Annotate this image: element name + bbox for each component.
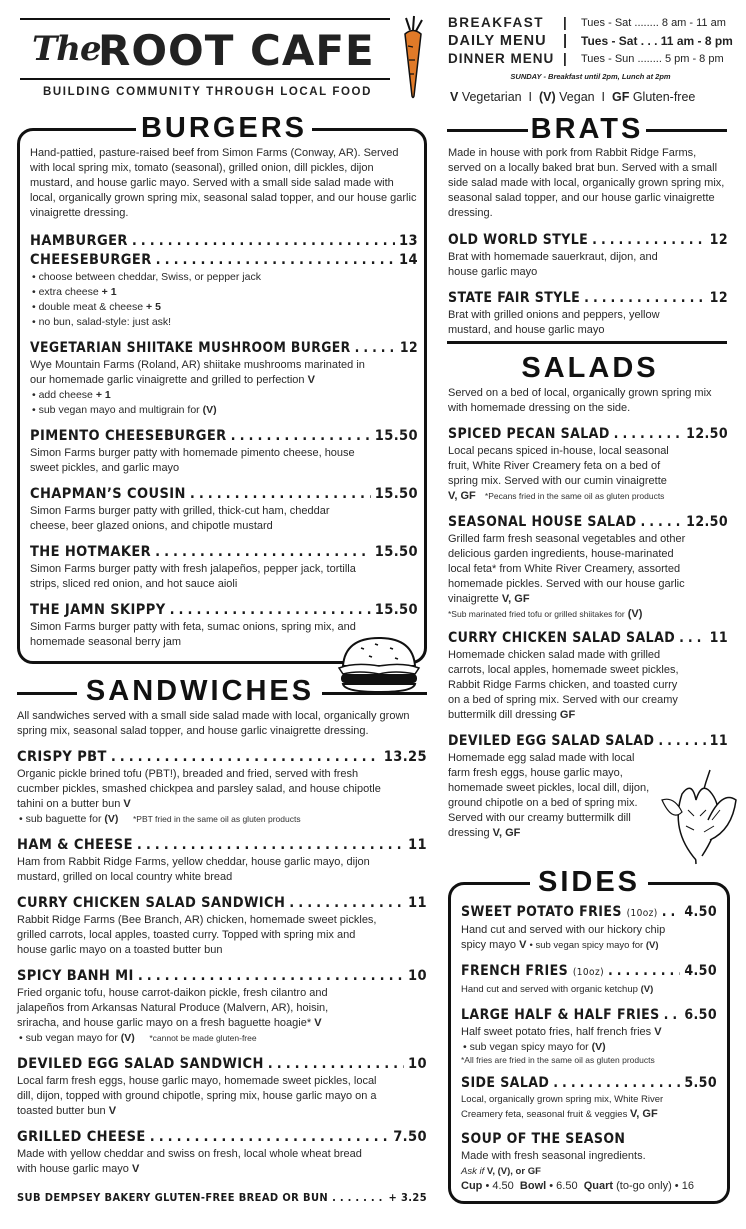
item-desc: Fried organic tofu, house carrot-daikon pickle, fresh cilantro and jalapeños from Arkansas Natural Produce (Malvern, AR), hoisin, sriracha, and house garlic mayo on a fresh baguette hoagie* V xyxy=(17,987,329,1029)
hours-label: DINNER MENU xyxy=(448,51,555,66)
item-price: 13.25 xyxy=(383,749,427,765)
item-name: STATE FAIR STYLE xyxy=(448,290,581,306)
item-desc: Brat with homemade sauerkraut, dijon, and house garlic mayo xyxy=(448,251,658,278)
sandwiches-title: SANDWICHES xyxy=(85,675,315,707)
item-price: 4.50 xyxy=(684,963,717,979)
logo xyxy=(20,18,390,80)
menu-item xyxy=(448,732,728,751)
item-name: THE HOTMAKER xyxy=(30,544,152,560)
item-price: 12 xyxy=(709,232,728,248)
hours-row: DINNER MENU | Tues - Sun ........ 5 pm - 8 pm xyxy=(448,51,724,66)
item-name: SOUP OF THE SEASON xyxy=(461,1131,626,1147)
brats-title: BRATS xyxy=(528,115,646,144)
menu-item xyxy=(17,1128,427,1147)
item-price: 11 xyxy=(408,895,427,911)
item-price: 14 xyxy=(399,252,418,268)
hours xyxy=(448,14,733,81)
item-note: V, GF *Pecans fried in the same oil as gluten products xyxy=(448,490,665,502)
item-desc: Simon Farms burger patty with fresh jalapeños, pepper jack, tortilla strips, sliced red onion, and hot sauce aioli xyxy=(30,563,356,590)
item-name: DEVILED EGG SALAD SANDWICH xyxy=(17,1056,264,1072)
burgers-intro: Hand-pattied, pasture-raised beef from Simon Farms (Conway, AR). Served with local spring mix, tomato (seasonal), grilled onion, dill pickles, dijon mustard, and house garlic mayo. Served with a small side salad made with local, organically grown spring mix, seasonal salad topper, and our house garlic vinaigrette dressing. xyxy=(30,147,417,219)
item-desc: Simon Farms burger patty with feta, sumac onions, spring mix, and homemade seasonal berry jam xyxy=(30,621,356,648)
divider xyxy=(17,692,77,695)
sides-content xyxy=(461,903,717,1194)
item-name: SPICED PECAN SALAD xyxy=(448,426,610,442)
menu-item xyxy=(461,1006,717,1025)
menu-item xyxy=(17,836,427,855)
brats-content xyxy=(448,146,728,338)
hours-label: BREAKFAST xyxy=(448,15,545,30)
item-name: SEASONAL HOUSE SALAD xyxy=(448,514,637,530)
item-desc: Made with fresh seasonal ingredients. xyxy=(461,1150,646,1162)
tagline: BUILDING COMMUNITY THROUGH LOCAL FOOD xyxy=(43,86,373,98)
item-note: *Sub marinated fried tofu or grilled shiitakes for (V) xyxy=(448,608,643,620)
item-desc: Local, organically grown spring mix, White River Creamery feta, seasonal fruit & veggies V, GF xyxy=(461,1094,664,1120)
burgers-title: BURGERS xyxy=(136,114,312,143)
menu-item xyxy=(448,425,728,444)
item-price: 15.50 xyxy=(374,428,418,444)
menu-item xyxy=(30,251,418,270)
salads-intro: Served on a bed of local, organically grown spring mix with homemade dressing on the side. xyxy=(448,387,712,414)
menu-item xyxy=(461,1074,717,1093)
item-name: CRISPY PBT xyxy=(17,749,107,765)
hours-days: Tues - Sat ........ 8 am - 11 am xyxy=(581,17,726,29)
menu-item xyxy=(461,962,717,982)
sides-title: SIDES xyxy=(530,868,648,897)
menu-item xyxy=(30,232,418,251)
item-desc: Grilled farm fresh seasonal vegetables and other delicious garden ingredients, house-marinated local feta* from White River Creamery, assorted homemade pickles. Served with our house garlic vinaigrette V, GF xyxy=(448,533,686,605)
item-price: + 3.25 xyxy=(388,1191,427,1204)
item-name: VEGETARIAN SHIITAKE MUSHROOM BURGER xyxy=(30,340,351,356)
item-name: HAM & CHEESE xyxy=(17,837,133,853)
item-desc: Homemade egg salad made with local farm fresh eggs, house garlic mayo, homemade sweet pickles, local dill, dijon, ground chipotle on a bed of spring mix. Served with our creamy buttermilk dill dressing V, GF xyxy=(448,752,650,839)
item-name: DEVILED EGG SALAD SALAD xyxy=(448,733,655,749)
item-desc: Rabbit Ridge Farms (Bee Branch, AR) chicken, homemade sweet pickles, grilled carrots, local apples, toasted curry. Topped with spring mix and house garlic mayo on a toasted butter bun xyxy=(17,914,377,956)
item-name: CURRY CHICKEN SALAD SALAD xyxy=(448,630,676,646)
hours-days: Tues - Sat . . . 11 am - 8 pm xyxy=(581,34,733,48)
item-size: (10oz) xyxy=(626,908,658,919)
menu-item xyxy=(30,485,418,504)
item-name: HAMBURGER xyxy=(30,233,128,249)
item-desc: Ham from Rabbit Ridge Farms, yellow cheddar, house garlic mayo, dijon mustard, grilled on local country white bread xyxy=(17,856,370,883)
menu-item xyxy=(30,601,418,620)
item-price: 15.50 xyxy=(374,544,418,560)
item-price: 7.50 xyxy=(393,1129,427,1145)
option: • sub vegan spicy mayo for (V) xyxy=(461,1040,717,1055)
item-name: SWEET POTATO FRIES xyxy=(461,904,622,920)
burgers-content xyxy=(30,146,418,650)
item-price: 11 xyxy=(709,630,728,646)
option: • choose between cheddar, Swiss, or pepper jack xyxy=(30,270,418,285)
item-price: 5.50 xyxy=(684,1075,717,1091)
item-price: 11 xyxy=(709,733,728,749)
menu-item xyxy=(17,1055,427,1074)
item-price: 11 xyxy=(408,837,427,853)
sandwiches-intro: All sandwiches served with a small side salad made with local, organically grown spring mix, seasonal salad topper, and house garlic vinaigrette dressing. xyxy=(17,710,410,737)
logo-title: ROOT CAFE xyxy=(98,26,375,75)
item-price: 10 xyxy=(408,968,427,984)
item-desc: Hand cut and served with our hickory chip spicy mayo V • sub vegan spicy mayo for (V) xyxy=(461,924,666,951)
item-price: 6.50 xyxy=(684,1007,717,1023)
hours-label: DAILY MENU xyxy=(448,33,547,49)
menu-item xyxy=(30,427,418,446)
item-price: 15.50 xyxy=(374,486,418,502)
item-size: (10oz) xyxy=(572,967,604,978)
item-desc: Simon Farms burger patty with grilled, thick-cut ham, cheddar cheese, beer glazed onions, and chipotle mustard xyxy=(30,505,330,532)
option: • double meat & cheese + 5 xyxy=(30,300,418,315)
option: • sub vegan mayo for (V) *cannot be made gluten-free xyxy=(17,1031,427,1046)
item-note: Ask if V, (V), or GF xyxy=(461,1166,541,1177)
item-name: SPICY BANH MI xyxy=(17,968,134,984)
brats-intro: Made in house with pork from Rabbit Ridge Farms, served on a locally baked brat bun. Served with a small side salad made with local, organically grown spring mix, seasonal salad topper, and our house garlic vinaigrette dressing. xyxy=(448,147,725,219)
item-desc: Hand cut and served with organic ketchup (V) xyxy=(461,984,654,995)
item-price: 12 xyxy=(709,290,728,306)
legend-text: Gluten-free xyxy=(632,90,696,104)
option: • extra cheese + 1 xyxy=(30,285,418,300)
item-price: 12.50 xyxy=(686,514,728,530)
item-price: 15.50 xyxy=(374,602,418,618)
hours-note: SUNDAY - Breakfast until 2pm, Lunch at 2pm xyxy=(510,72,671,81)
item-name: PIMENTO CHEESEBURGER xyxy=(30,428,227,444)
carrot-icon xyxy=(396,14,430,100)
item-price: 4.50 xyxy=(684,904,717,920)
legend-key: V xyxy=(450,90,459,104)
item-note: *All fries are fried in the same oil as gluten products xyxy=(461,1055,655,1065)
item-name: CHEESEBURGER xyxy=(30,252,152,268)
item-desc: Organic pickle brined tofu (PBT!), breaded and fried, served with fresh cucmber pickles, smashed chickpea and parsley salad, and house chipotle tahini on a butter bun V xyxy=(17,768,381,810)
menu-item xyxy=(30,543,418,562)
item-name: GRILLED CHEESE xyxy=(17,1129,146,1145)
menu-item xyxy=(17,967,427,986)
hours-days: Tues - Sun ........ 5 pm - 8 pm xyxy=(581,53,724,65)
item-name: FRENCH FRIES xyxy=(461,963,569,979)
burger-icon xyxy=(335,632,423,696)
item-name: SUB DEMPSEY BAKERY GLUTEN-FREE BREAD OR BUN xyxy=(17,1191,329,1204)
divider xyxy=(447,341,727,344)
item-name: THE JAMN SKIPPY xyxy=(30,602,166,618)
menu-item xyxy=(461,1130,717,1149)
divider xyxy=(322,692,427,695)
item-name: CURRY CHICKEN SALAD SANDWICH xyxy=(17,895,286,911)
greens-icon xyxy=(652,760,740,868)
menu-item xyxy=(17,748,427,767)
sandwiches-content xyxy=(17,709,427,1207)
item-price: 12.50 xyxy=(686,426,728,442)
legend-text: Vegetarian xyxy=(461,90,522,104)
menu-item xyxy=(30,339,418,358)
item-name: OLD WORLD STYLE xyxy=(448,232,589,248)
logo-the: The xyxy=(32,29,101,69)
item-desc: Half sweet potato fries, half french fries V xyxy=(461,1026,662,1038)
item-name: CHAPMAN’S COUSIN xyxy=(30,486,186,502)
menu-item xyxy=(448,513,728,532)
menu-item xyxy=(17,894,427,913)
salads-title: SALADS xyxy=(521,352,659,384)
item-price: 10 xyxy=(408,1056,427,1072)
option: • no bun, salad-style: just ask! xyxy=(30,315,418,330)
menu-item xyxy=(448,629,728,648)
hours-row: DAILY MENU | Tues - Sat . . . 11 am - 8 pm xyxy=(448,33,733,49)
option: • add cheese + 1 xyxy=(30,388,418,403)
legend-key: (V) xyxy=(538,90,556,104)
gluten-free-upgrade xyxy=(17,1188,427,1207)
item-desc: Made with yellow cheddar and swiss on fresh, local whole wheat bread with house garlic mayo V xyxy=(17,1148,362,1175)
item-desc: Local pecans spiced in-house, local seasonal fruit, White River Creamery feta on a bed of spring mix. Served with our cumin vinaigrette xyxy=(448,445,669,487)
option: • sub vegan mayo and multigrain for (V) xyxy=(30,403,418,418)
hours-row: BREAKFAST | Tues - Sat ........ 8 am - 11 am xyxy=(448,15,726,30)
item-desc: Brat with grilled onions and peppers, yellow mustard, and house garlic mayo xyxy=(448,309,660,336)
menu-item xyxy=(461,903,717,923)
item-price: 13 xyxy=(399,233,418,249)
item-desc: Simon Farms burger patty with homemade pimento cheese, house sweet pickles, and garlic mayo xyxy=(30,447,355,474)
soup-sizes: Cup • 4.50 Bowl • 6.50 Quart (to-go only) • 16 xyxy=(461,1180,694,1192)
item-name: SIDE SALAD xyxy=(461,1075,550,1091)
item-price: 12 xyxy=(399,340,418,356)
legend-key: GF xyxy=(611,90,630,104)
item-desc: Homemade chicken salad made with grilled carrots, local apples, homemade sweet pickles, Rabbit Ridge Farms chicken, and toasted curry on a bed of spring mix. Served with our creamy buttermilk dill dressing GF xyxy=(448,649,679,721)
menu-item xyxy=(448,231,728,250)
legend-text: Vegan xyxy=(559,90,595,104)
item-desc: Wye Mountain Farms (Roland, AR) shiitake mushrooms marinated in our homemade garlic vinaigrette and grilled to perfection V xyxy=(30,359,365,386)
item-name: LARGE HALF & HALF FRIES xyxy=(461,1007,660,1023)
option: • sub baguette for (V) *PBT fried in the same oil as gluten products xyxy=(17,812,427,827)
menu-item xyxy=(448,289,728,308)
diet-legend: V Vegetarian I (V) Vegan I GF Gluten-free xyxy=(450,90,696,104)
item-desc: Local farm fresh eggs, house garlic mayo, homemade sweet pickles, local dill, dijon, topped with ground chipotle, spring mix, house garlic mayo on a toasted butter bun V xyxy=(17,1075,377,1117)
